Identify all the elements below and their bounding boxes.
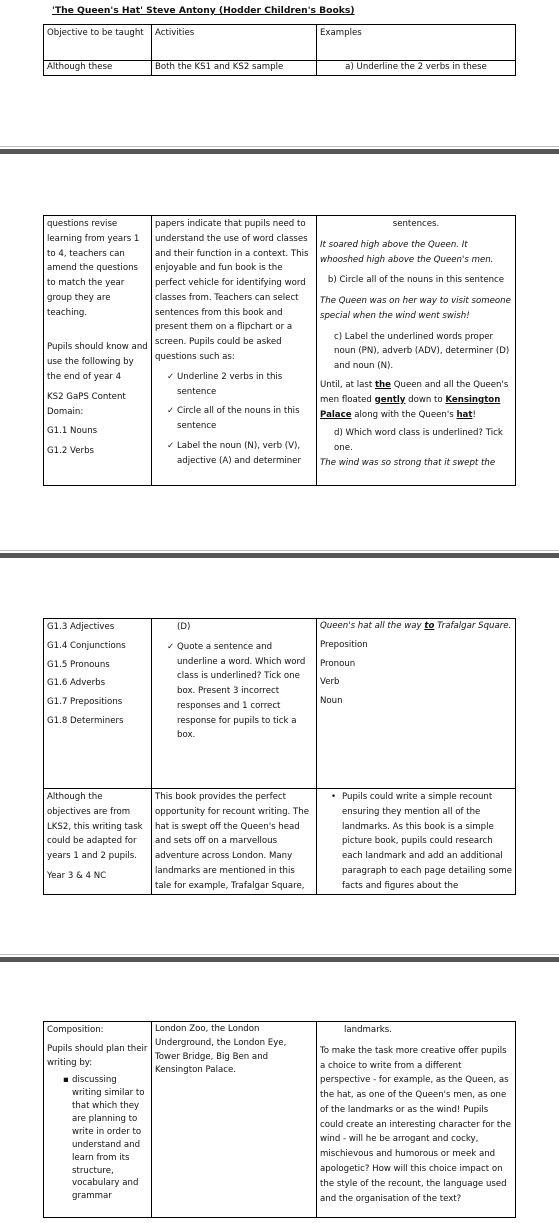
objective-domain: KS2 GaPS Content Domain:: [47, 391, 126, 417]
page-break-shadow: [0, 954, 559, 955]
cell-activities: Both the KS1 and KS2 sample: [152, 61, 317, 76]
objective-g17: G1.7 Prepositions: [47, 697, 123, 708]
page-break: [0, 149, 559, 154]
table-row: [44, 619, 516, 789]
bullet-item: • Pupils could write a simple recount ensuring they mention all of the landmarks. As this book is a simple picture book, pupils could research each landmark and add an additional paragraph to each page detailing some facts and figures about the: [320, 790, 512, 893]
example-question-c: c) Label the underlined words proper noun (PN), adverb (ADV), determiner (D) and noun (N).: [334, 331, 510, 372]
cell-activities: London Zoo, the London Underground, the London Eye, Tower Bridge, Big Ben and Kensington Palace.: [152, 1022, 317, 1218]
quote-text: Trafalgar Square.: [434, 621, 512, 631]
lesson-table-page2: [43, 215, 516, 486]
table-row: [44, 216, 516, 486]
underlined-word: Kensington Palace: [320, 394, 501, 420]
page-break: [0, 957, 559, 962]
objective-bullet-list: [47, 1074, 148, 1203]
header-objective: Objective to be taught: [44, 25, 152, 61]
lesson-table-page4: [43, 1021, 516, 1218]
objective-heading: Composition:: [47, 1025, 104, 1035]
cell-objective: [44, 789, 152, 895]
sentence-text: along with the Queen's: [351, 409, 457, 420]
sentence-text: !: [472, 409, 476, 420]
page-break-shadow: [0, 146, 559, 147]
activity-tick-list: [155, 640, 313, 743]
objective-g13: G1.3 Adjectives: [47, 622, 115, 632]
table-row: [44, 61, 516, 76]
bullet-item: ▪ discussing writing similar to that which they are planning to write in order to understand and learn from its structure, vocabulary and grammar: [47, 1074, 148, 1203]
table-header-row: [44, 25, 516, 61]
tick-item: ✓ Circle all of the nouns in this sentence: [155, 404, 313, 434]
cell-examples: [317, 619, 516, 789]
example-quote: The wind was so strong that it swept the: [320, 457, 496, 468]
cell-examples: [317, 1022, 516, 1218]
example-line: landmarks.: [344, 1025, 392, 1035]
example-sentence: [320, 378, 512, 422]
underlined-word: gently: [374, 394, 406, 405]
underlined-word: to: [424, 621, 435, 631]
cell-objective: [44, 216, 152, 486]
example-quote: [320, 620, 512, 634]
objective-g16: G1.6 Adverbs: [47, 678, 106, 689]
cell-objective: Although these: [44, 61, 152, 76]
cell-examples: [317, 216, 516, 486]
example-quote: The Queen was on her way to visit someone special when the wind went swish!: [320, 296, 511, 321]
option-noun: Noun: [320, 696, 343, 707]
sentence-text: down to: [405, 394, 446, 405]
activity-d-label: (D): [177, 622, 191, 632]
example-question-d: d) Which word class is underlined? Tick one.: [334, 428, 503, 454]
tick-item: ✓ Underline 2 verbs in this sentence: [155, 370, 313, 400]
objective-g15: G1.5 Pronouns: [47, 659, 110, 670]
lesson-table-page1: [43, 24, 516, 76]
example-question-b: b) Circle all of the nouns in this sentence: [327, 275, 505, 286]
objective-note: Although the objectives are from LKS2, this writing task could be adapted for years 1 and 2 pupils.: [47, 792, 143, 862]
cell-examples: [317, 789, 516, 895]
example-quote: It soared high above the Queen. It whooshed high above the Queen's men.: [320, 239, 494, 265]
objective-g14: G1.4 Conjunctions: [47, 640, 126, 651]
option-preposition: Preposition: [320, 639, 368, 650]
example-line: sentences.: [392, 219, 440, 229]
underlined-word: hat: [456, 409, 473, 420]
tick-item: ✓ Label the noun (N), verb (V), adjective (A) and determiner: [155, 439, 313, 469]
sentence-text: Queen and all the Queen's men floated: [320, 380, 509, 405]
option-pronoun: Pronoun: [320, 658, 356, 669]
header-examples: Examples: [317, 25, 516, 61]
lesson-table-page3: [43, 618, 516, 895]
sentence-text: Until, at last: [320, 380, 375, 391]
table-row: [44, 789, 516, 895]
document-title: 'The Queen's Hat' Steve Antony (Hodder Children's Books): [52, 5, 355, 16]
quote-text: Queen's hat all the way: [320, 621, 425, 631]
underlined-word: the: [374, 380, 392, 391]
objective-plan: Pupils should plan their writing by:: [47, 1043, 148, 1068]
cell-activities: This book provides the perfect opportunity for recount writing. The hat is swept off the Queen's head and sets off on a marvellous adventure across London. Many landmarks are mentioned in this tale for example, Trafalgar Square,: [152, 789, 317, 895]
activity-tick-list: [155, 370, 313, 469]
option-verb: Verb: [320, 677, 340, 688]
table-row: [44, 1022, 516, 1218]
cell-activities: [152, 216, 317, 486]
page-break: [0, 553, 559, 558]
cell-activities: [152, 619, 317, 789]
objective-intro: questions revise learning from years 1 to 4, teachers can amend the questions to match the year group they are teaching.: [47, 219, 140, 318]
example-bullet-list: [320, 790, 512, 893]
page-break-shadow: [0, 550, 559, 551]
objective-g18: G1.8 Determiners: [47, 715, 124, 726]
cell-objective: [44, 1022, 152, 1218]
objective-nc: Year 3 & 4 NC: [47, 870, 107, 881]
objective-g12: G1.2 Verbs: [47, 446, 95, 457]
cell-objective: [44, 619, 152, 789]
tick-item: ✓ Quote a sentence and underline a word. Which word class is underlined? Tick one box. Present 3 incorrect responses and 1 correct response for pupils to tick a box.: [155, 640, 313, 743]
header-activities: Activities: [152, 25, 317, 61]
cell-examples: a) Underline the 2 verbs in these: [317, 61, 516, 76]
objective-g11: G1.1 Nouns: [47, 426, 98, 437]
example-paragraph: To make the task more creative offer pupils a choice to write from a different perspective - for example, as the Queen, as the hat, as one of the Queen's men, as one of the landmarks or as the wind! Pupils could create an interesting character for the wind - will he be arrogant and cocky, mischievous and humorous or meek and apologetic? How will this choice impact on the style of the recount, the language used and the organisation of the text?: [320, 1045, 511, 1204]
objective-know: Pupils should know and use the following by the end of year 4: [47, 342, 148, 383]
activities-intro: papers indicate that pupils need to understand the use of word classes and their function in a context. This enjoyable and fun book is the perfect vehicle for identifying word classes from. Teachers can select sentences from this book and present them on a flipchart or a screen. Pupils could be asked questions such as:: [155, 219, 309, 363]
